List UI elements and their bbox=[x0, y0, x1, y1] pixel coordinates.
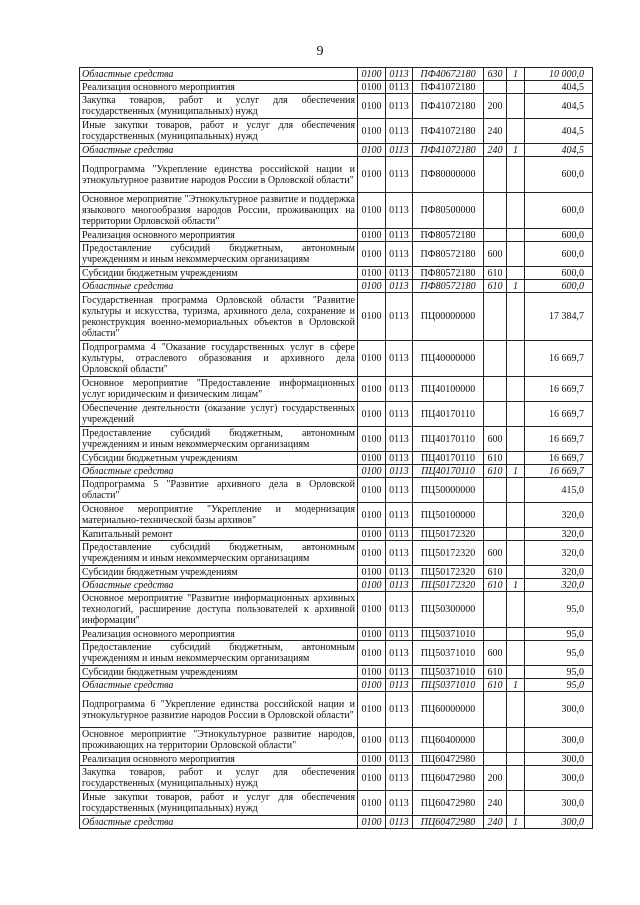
target-article-cell: ПФ80572180 bbox=[413, 267, 484, 280]
table-row bbox=[80, 628, 593, 641]
subsection-code-cell: 0113 bbox=[386, 293, 413, 341]
amount-cell: 95,0 bbox=[525, 641, 593, 666]
target-article-cell: ПЦ60472980 bbox=[413, 766, 484, 791]
row-name-cell: Предоставление субсидий бюджетным, автономным учреждениям и иным некоммерческим организациям bbox=[80, 541, 358, 566]
funding-source-cell bbox=[507, 766, 525, 791]
target-article-cell: ПЦ00000000 bbox=[413, 293, 484, 341]
funding-source-cell: 1 bbox=[507, 465, 525, 478]
funding-source-cell bbox=[507, 94, 525, 119]
table-row bbox=[80, 229, 593, 242]
amount-cell: 600,0 bbox=[525, 157, 593, 193]
subsection-code-cell: 0113 bbox=[386, 119, 413, 144]
expense-type-cell bbox=[484, 341, 507, 377]
target-article-cell: ПФ80572180 bbox=[413, 242, 484, 267]
row-name-cell: Основное мероприятие "Развитие информационных архивных технологий, расширение доступа пользователей к архивной информации" bbox=[80, 592, 358, 628]
subsection-code-cell: 0113 bbox=[386, 144, 413, 157]
section-code-cell: 0100 bbox=[358, 119, 386, 144]
target-article-cell: ПЦ50371010 bbox=[413, 641, 484, 666]
row-name-cell: Реализация основного мероприятия bbox=[80, 81, 358, 94]
expense-type-cell: 200 bbox=[484, 766, 507, 791]
expense-type-cell bbox=[484, 753, 507, 766]
section-code-cell: 0100 bbox=[358, 679, 386, 692]
funding-source-cell bbox=[507, 566, 525, 579]
amount-cell: 300,0 bbox=[525, 816, 593, 829]
table-row bbox=[80, 816, 593, 829]
budget-table-body bbox=[80, 68, 593, 829]
section-code-cell: 0100 bbox=[358, 402, 386, 427]
row-name-cell: Областные средства bbox=[80, 579, 358, 592]
subsection-code-cell: 0113 bbox=[386, 528, 413, 541]
target-article-cell: ПЦ50172320 bbox=[413, 566, 484, 579]
expense-type-cell: 600 bbox=[484, 242, 507, 267]
section-code-cell: 0100 bbox=[358, 229, 386, 242]
funding-source-cell bbox=[507, 592, 525, 628]
target-article-cell: ПЦ40170110 bbox=[413, 452, 484, 465]
subsection-code-cell: 0113 bbox=[386, 728, 413, 753]
amount-cell: 16 669,7 bbox=[525, 341, 593, 377]
subsection-code-cell: 0113 bbox=[386, 193, 413, 229]
row-name-cell: Предоставление субсидий бюджетным, автономным учреждениям и иным некоммерческим организациям bbox=[80, 242, 358, 267]
target-article-cell: ПЦ50172320 bbox=[413, 579, 484, 592]
section-code-cell: 0100 bbox=[358, 465, 386, 478]
section-code-cell: 0100 bbox=[358, 452, 386, 465]
expense-type-cell: 240 bbox=[484, 144, 507, 157]
section-code-cell: 0100 bbox=[358, 68, 386, 81]
expense-type-cell bbox=[484, 293, 507, 341]
table-row bbox=[80, 692, 593, 728]
section-code-cell: 0100 bbox=[358, 566, 386, 579]
target-article-cell: ПФ80572180 bbox=[413, 229, 484, 242]
expense-type-cell bbox=[484, 229, 507, 242]
target-article-cell: ПЦ50172320 bbox=[413, 541, 484, 566]
section-code-cell: 0100 bbox=[358, 193, 386, 229]
amount-cell: 300,0 bbox=[525, 753, 593, 766]
funding-source-cell: 1 bbox=[507, 280, 525, 293]
target-article-cell: ПЦ60000000 bbox=[413, 692, 484, 728]
row-name-cell: Основное мероприятие "Предоставление информационных услуг юридическим и физическим лицам" bbox=[80, 377, 358, 402]
subsection-code-cell: 0113 bbox=[386, 427, 413, 452]
table-row bbox=[80, 753, 593, 766]
row-name-cell: Закупка товаров, работ и услуг для обеспечения государственных (муниципальных) нужд bbox=[80, 94, 358, 119]
table-row bbox=[80, 402, 593, 427]
funding-source-cell bbox=[507, 377, 525, 402]
table-row bbox=[80, 193, 593, 229]
subsection-code-cell: 0113 bbox=[386, 791, 413, 816]
amount-cell: 600,0 bbox=[525, 242, 593, 267]
subsection-code-cell: 0113 bbox=[386, 157, 413, 193]
funding-source-cell bbox=[507, 528, 525, 541]
funding-source-cell bbox=[507, 753, 525, 766]
table-row bbox=[80, 94, 593, 119]
subsection-code-cell: 0113 bbox=[386, 341, 413, 377]
table-row bbox=[80, 528, 593, 541]
target-article-cell: ПЦ50100000 bbox=[413, 503, 484, 528]
amount-cell: 16 669,7 bbox=[525, 452, 593, 465]
section-code-cell: 0100 bbox=[358, 666, 386, 679]
subsection-code-cell: 0113 bbox=[386, 402, 413, 427]
funding-source-cell: 1 bbox=[507, 679, 525, 692]
expense-type-cell bbox=[484, 402, 507, 427]
row-name-cell: Подпрограмма 5 "Развитие архивного дела в Орловской области" bbox=[80, 478, 358, 503]
amount-cell: 320,0 bbox=[525, 528, 593, 541]
row-name-cell: Субсидии бюджетным учреждениям bbox=[80, 452, 358, 465]
funding-source-cell bbox=[507, 791, 525, 816]
table-row bbox=[80, 452, 593, 465]
funding-source-cell bbox=[507, 728, 525, 753]
funding-source-cell bbox=[507, 541, 525, 566]
funding-source-cell bbox=[507, 267, 525, 280]
table-row bbox=[80, 592, 593, 628]
expense-type-cell: 630 bbox=[484, 68, 507, 81]
table-row bbox=[80, 566, 593, 579]
table-row bbox=[80, 81, 593, 94]
funding-source-cell bbox=[507, 229, 525, 242]
section-code-cell: 0100 bbox=[358, 242, 386, 267]
amount-cell: 95,0 bbox=[525, 592, 593, 628]
section-code-cell: 0100 bbox=[358, 478, 386, 503]
amount-cell: 404,5 bbox=[525, 144, 593, 157]
target-article-cell: ПФ80000000 bbox=[413, 157, 484, 193]
subsection-code-cell: 0113 bbox=[386, 478, 413, 503]
table-row bbox=[80, 478, 593, 503]
section-code-cell: 0100 bbox=[358, 157, 386, 193]
target-article-cell: ПЦ50000000 bbox=[413, 478, 484, 503]
row-name-cell: Капитальный ремонт bbox=[80, 528, 358, 541]
target-article-cell: ПЦ40000000 bbox=[413, 341, 484, 377]
target-article-cell: ПФ80572180 bbox=[413, 280, 484, 293]
subsection-code-cell: 0113 bbox=[386, 666, 413, 679]
funding-source-cell bbox=[507, 193, 525, 229]
target-article-cell: ПЦ50371010 bbox=[413, 666, 484, 679]
expense-type-cell: 240 bbox=[484, 119, 507, 144]
expense-type-cell: 600 bbox=[484, 427, 507, 452]
expense-type-cell: 200 bbox=[484, 94, 507, 119]
section-code-cell: 0100 bbox=[358, 528, 386, 541]
row-name-cell: Основное мероприятие "Укрепление и модернизация материально-технической базы архивов" bbox=[80, 503, 358, 528]
subsection-code-cell: 0113 bbox=[386, 94, 413, 119]
funding-source-cell bbox=[507, 427, 525, 452]
amount-cell: 320,0 bbox=[525, 579, 593, 592]
expense-type-cell: 610 bbox=[484, 579, 507, 592]
section-code-cell: 0100 bbox=[358, 728, 386, 753]
page-number: 9 bbox=[316, 44, 324, 59]
amount-cell: 404,5 bbox=[525, 94, 593, 119]
row-name-cell: Подпрограмма 4 "Оказание государственных услуг в сфере культуры, отраслевого образования и архивного дела Орловской области" bbox=[80, 341, 358, 377]
table-row bbox=[80, 119, 593, 144]
target-article-cell: ПЦ50371010 bbox=[413, 679, 484, 692]
subsection-code-cell: 0113 bbox=[386, 465, 413, 478]
funding-source-cell bbox=[507, 452, 525, 465]
row-name-cell: Иные закупки товаров, работ и услуг для обеспечения государственных (муниципальных) нужд bbox=[80, 119, 358, 144]
funding-source-cell bbox=[507, 119, 525, 144]
funding-source-cell bbox=[507, 242, 525, 267]
expense-type-cell bbox=[484, 528, 507, 541]
target-article-cell: ПЦ60472980 bbox=[413, 753, 484, 766]
row-name-cell: Областные средства bbox=[80, 280, 358, 293]
row-name-cell: Подпрограмма 6 "Укрепление единства российской нации и этнокультурное развитие народов России в Орловской области" bbox=[80, 692, 358, 728]
table-row bbox=[80, 503, 593, 528]
section-code-cell: 0100 bbox=[358, 541, 386, 566]
row-name-cell: Областные средства bbox=[80, 68, 358, 81]
section-code-cell: 0100 bbox=[358, 816, 386, 829]
row-name-cell: Субсидии бюджетным учреждениям bbox=[80, 267, 358, 280]
target-article-cell: ПЦ40170110 bbox=[413, 465, 484, 478]
table-row bbox=[80, 541, 593, 566]
row-name-cell: Обеспечение деятельности (оказание услуг) государственных учреждений bbox=[80, 402, 358, 427]
funding-source-cell bbox=[507, 81, 525, 94]
funding-source-cell: 1 bbox=[507, 144, 525, 157]
amount-cell: 95,0 bbox=[525, 628, 593, 641]
expense-type-cell bbox=[484, 692, 507, 728]
section-code-cell: 0100 bbox=[358, 592, 386, 628]
expense-type-cell: 240 bbox=[484, 816, 507, 829]
section-code-cell: 0100 bbox=[358, 503, 386, 528]
section-code-cell: 0100 bbox=[358, 280, 386, 293]
subsection-code-cell: 0113 bbox=[386, 566, 413, 579]
expense-type-cell: 240 bbox=[484, 791, 507, 816]
row-name-cell: Реализация основного мероприятия bbox=[80, 229, 358, 242]
target-article-cell: ПЦ50371010 bbox=[413, 628, 484, 641]
row-name-cell: Иные закупки товаров, работ и услуг для обеспечения государственных (муниципальных) нужд bbox=[80, 791, 358, 816]
target-article-cell: ПФ41072180 bbox=[413, 94, 484, 119]
subsection-code-cell: 0113 bbox=[386, 641, 413, 666]
table-row bbox=[80, 766, 593, 791]
expense-type-cell: 610 bbox=[484, 666, 507, 679]
row-name-cell: Реализация основного мероприятия bbox=[80, 753, 358, 766]
amount-cell: 300,0 bbox=[525, 728, 593, 753]
table-row bbox=[80, 791, 593, 816]
expense-type-cell bbox=[484, 81, 507, 94]
subsection-code-cell: 0113 bbox=[386, 267, 413, 280]
row-name-cell: Областные средства bbox=[80, 816, 358, 829]
amount-cell: 95,0 bbox=[525, 679, 593, 692]
row-name-cell: Основное мероприятие "Этнокультурное развитие народов, проживающих на территории Орловской области" bbox=[80, 728, 358, 753]
table-row bbox=[80, 341, 593, 377]
row-name-cell: Предоставление субсидий бюджетным, автономным учреждениям и иным некоммерческим организациям bbox=[80, 641, 358, 666]
table-row bbox=[80, 68, 593, 81]
amount-cell: 16 669,7 bbox=[525, 377, 593, 402]
target-article-cell: ПЦ40170110 bbox=[413, 402, 484, 427]
funding-source-cell bbox=[507, 293, 525, 341]
expense-type-cell: 610 bbox=[484, 679, 507, 692]
table-row bbox=[80, 728, 593, 753]
section-code-cell: 0100 bbox=[358, 427, 386, 452]
amount-cell: 300,0 bbox=[525, 791, 593, 816]
table-row bbox=[80, 293, 593, 341]
subsection-code-cell: 0113 bbox=[386, 68, 413, 81]
section-code-cell: 0100 bbox=[358, 267, 386, 280]
subsection-code-cell: 0113 bbox=[386, 753, 413, 766]
table-row bbox=[80, 280, 593, 293]
section-code-cell: 0100 bbox=[358, 791, 386, 816]
amount-cell: 320,0 bbox=[525, 566, 593, 579]
expense-type-cell: 610 bbox=[484, 465, 507, 478]
funding-source-cell bbox=[507, 402, 525, 427]
row-name-cell: Подпрограмма "Укрепление единства российской нации и этнокультурное развитие народов России в Орловской области" bbox=[80, 157, 358, 193]
subsection-code-cell: 0113 bbox=[386, 229, 413, 242]
table-row bbox=[80, 666, 593, 679]
target-article-cell: ПЦ60472980 bbox=[413, 791, 484, 816]
row-name-cell: Областные средства bbox=[80, 144, 358, 157]
section-code-cell: 0100 bbox=[358, 94, 386, 119]
subsection-code-cell: 0113 bbox=[386, 452, 413, 465]
funding-source-cell bbox=[507, 478, 525, 503]
row-name-cell: Областные средства bbox=[80, 679, 358, 692]
section-code-cell: 0100 bbox=[358, 641, 386, 666]
subsection-code-cell: 0113 bbox=[386, 81, 413, 94]
amount-cell: 300,0 bbox=[525, 766, 593, 791]
row-name-cell: Областные средства bbox=[80, 465, 358, 478]
amount-cell: 16 669,7 bbox=[525, 402, 593, 427]
table-row bbox=[80, 579, 593, 592]
amount-cell: 16 669,7 bbox=[525, 465, 593, 478]
amount-cell: 17 384,7 bbox=[525, 293, 593, 341]
expense-type-cell: 600 bbox=[484, 541, 507, 566]
target-article-cell: ПЦ60400000 bbox=[413, 728, 484, 753]
amount-cell: 600,0 bbox=[525, 229, 593, 242]
expense-type-cell: 610 bbox=[484, 566, 507, 579]
expense-type-cell: 610 bbox=[484, 452, 507, 465]
section-code-cell: 0100 bbox=[358, 766, 386, 791]
section-code-cell: 0100 bbox=[358, 692, 386, 728]
funding-source-cell: 1 bbox=[507, 816, 525, 829]
subsection-code-cell: 0113 bbox=[386, 679, 413, 692]
row-name-cell: Основное мероприятие "Этнокультурное развитие и поддержка языкового многообразия народов России, проживающих на территории Орловской области" bbox=[80, 193, 358, 229]
row-name-cell: Предоставление субсидий бюджетным, автономным учреждениям и иным некоммерческим организациям bbox=[80, 427, 358, 452]
subsection-code-cell: 0113 bbox=[386, 377, 413, 402]
subsection-code-cell: 0113 bbox=[386, 692, 413, 728]
amount-cell: 404,5 bbox=[525, 81, 593, 94]
target-article-cell: ПЦ50300000 bbox=[413, 592, 484, 628]
section-code-cell: 0100 bbox=[358, 144, 386, 157]
subsection-code-cell: 0113 bbox=[386, 503, 413, 528]
expense-type-cell: 600 bbox=[484, 641, 507, 666]
section-code-cell: 0100 bbox=[358, 81, 386, 94]
amount-cell: 95,0 bbox=[525, 666, 593, 679]
amount-cell: 16 669,7 bbox=[525, 427, 593, 452]
table-row bbox=[80, 267, 593, 280]
expense-type-cell bbox=[484, 503, 507, 528]
expense-type-cell bbox=[484, 628, 507, 641]
amount-cell: 404,5 bbox=[525, 119, 593, 144]
amount-cell: 600,0 bbox=[525, 193, 593, 229]
target-article-cell: ПЦ60472980 bbox=[413, 816, 484, 829]
expense-type-cell bbox=[484, 728, 507, 753]
funding-source-cell bbox=[507, 628, 525, 641]
expense-type-cell bbox=[484, 193, 507, 229]
target-article-cell: ПЦ40170110 bbox=[413, 427, 484, 452]
funding-source-cell: 1 bbox=[507, 579, 525, 592]
row-name-cell: Закупка товаров, работ и услуг для обеспечения государственных (муниципальных) нужд bbox=[80, 766, 358, 791]
amount-cell: 320,0 bbox=[525, 503, 593, 528]
subsection-code-cell: 0113 bbox=[386, 541, 413, 566]
expense-type-cell bbox=[484, 592, 507, 628]
expense-type-cell bbox=[484, 478, 507, 503]
funding-source-cell bbox=[507, 341, 525, 377]
subsection-code-cell: 0113 bbox=[386, 766, 413, 791]
subsection-code-cell: 0113 bbox=[386, 242, 413, 267]
section-code-cell: 0100 bbox=[358, 377, 386, 402]
row-name-cell: Государственная программа Орловской области "Развитие культуры и искусства, туризма, архивного дела, сохранение и реконструкция военно-мемориальных объектов в Орловской области" bbox=[80, 293, 358, 341]
section-code-cell: 0100 bbox=[358, 628, 386, 641]
subsection-code-cell: 0113 bbox=[386, 280, 413, 293]
row-name-cell: Субсидии бюджетным учреждениям bbox=[80, 566, 358, 579]
expense-type-cell bbox=[484, 157, 507, 193]
target-article-cell: ПЦ50172320 bbox=[413, 528, 484, 541]
funding-source-cell bbox=[507, 503, 525, 528]
amount-cell: 10 000,0 bbox=[525, 68, 593, 81]
target-article-cell: ПФ40672180 bbox=[413, 68, 484, 81]
section-code-cell: 0100 bbox=[358, 293, 386, 341]
section-code-cell: 0100 bbox=[358, 341, 386, 377]
row-name-cell: Субсидии бюджетным учреждениям bbox=[80, 666, 358, 679]
section-code-cell: 0100 bbox=[358, 579, 386, 592]
amount-cell: 320,0 bbox=[525, 541, 593, 566]
target-article-cell: ПФ41072180 bbox=[413, 119, 484, 144]
expense-type-cell: 610 bbox=[484, 280, 507, 293]
section-code-cell: 0100 bbox=[358, 753, 386, 766]
expense-type-cell bbox=[484, 377, 507, 402]
row-name-cell: Реализация основного мероприятия bbox=[80, 628, 358, 641]
subsection-code-cell: 0113 bbox=[386, 579, 413, 592]
amount-cell: 600,0 bbox=[525, 267, 593, 280]
amount-cell: 600,0 bbox=[525, 280, 593, 293]
table-row bbox=[80, 157, 593, 193]
funding-source-cell bbox=[507, 692, 525, 728]
subsection-code-cell: 0113 bbox=[386, 592, 413, 628]
funding-source-cell bbox=[507, 641, 525, 666]
table-row bbox=[80, 427, 593, 452]
amount-cell: 300,0 bbox=[525, 692, 593, 728]
funding-source-cell bbox=[507, 157, 525, 193]
target-article-cell: ПЦ40100000 bbox=[413, 377, 484, 402]
target-article-cell: ПФ41072180 bbox=[413, 81, 484, 94]
subsection-code-cell: 0113 bbox=[386, 816, 413, 829]
amount-cell: 415,0 bbox=[525, 478, 593, 503]
target-article-cell: ПФ80500000 bbox=[413, 193, 484, 229]
funding-source-cell bbox=[507, 666, 525, 679]
table-row bbox=[80, 144, 593, 157]
subsection-code-cell: 0113 bbox=[386, 628, 413, 641]
table-row bbox=[80, 377, 593, 402]
table-row bbox=[80, 242, 593, 267]
budget-table bbox=[79, 67, 593, 829]
table-row bbox=[80, 679, 593, 692]
table-row bbox=[80, 465, 593, 478]
target-article-cell: ПФ41072180 bbox=[413, 144, 484, 157]
table-row bbox=[80, 641, 593, 666]
expense-type-cell: 610 bbox=[484, 267, 507, 280]
funding-source-cell: 1 bbox=[507, 68, 525, 81]
